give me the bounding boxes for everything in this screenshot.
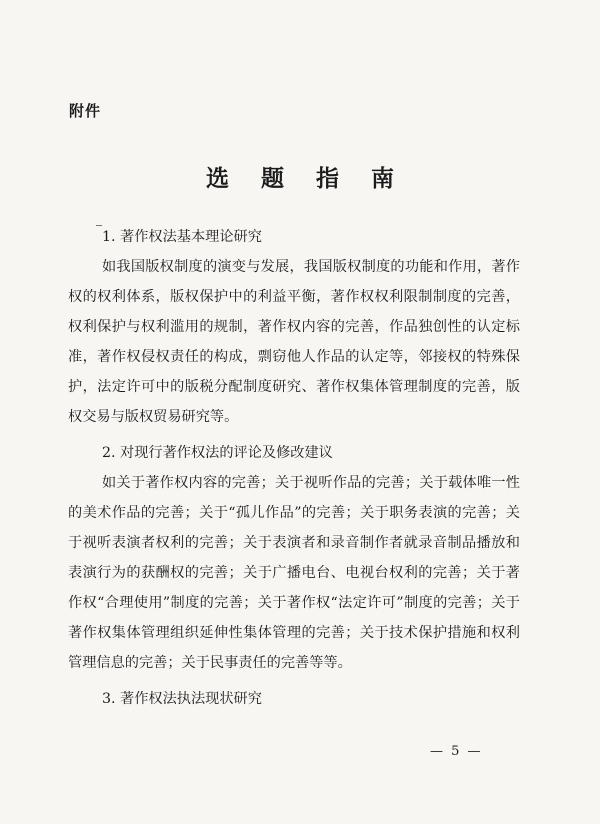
document-body xyxy=(68,222,520,714)
page-number: — 5 — xyxy=(430,744,483,759)
attachment-label: 附件 xyxy=(69,102,102,120)
section-heading-3: 3. 著作权法执法现状研究 xyxy=(102,691,262,707)
section-body-1: 如我国版权制度的演变与发展，我国版权制度的功能和作用，著作权的权利体系，版权保护中的利益平衡，著作权权利限制制度的完善，权利保护与权利滥用的规制，著作权内容的完善，作品独创性的认定标准，著作权侵权责任的构成，剽窃他人作品的认定等，邻接权的特殊保护，法定许可中的版税分配制度研究、著作权集体管理制度的完善，版权交易与版权贸易研究等。 xyxy=(68,259,520,425)
section-heading-2: 2. 对现行著作权法的评论及修改建议 xyxy=(102,445,333,461)
section-body-2: 如关于著作权内容的完善；关于视听作品的完善；关于载体唯一性的美术作品的完善；关于“孤儿作品”的完善；关于职务表演的完善；关于视听表演者权利的完善；关于表演者和录音制作者就录音制品播放和表演行为的获酬权的完善；关于广播电台、电视台权利的完善；关于著作权“合理使用”制度的完善；关于著作权“法定许可”制度的完善；关于著作权集体管理组织延伸性集体管理的完善；关于技术保护措施和权利管理信息的完善；关于民事责任的完善等等。 xyxy=(68,475,520,671)
section-heading-1: 1. 著作权法基本理论研究 xyxy=(102,229,262,245)
page-title: 选 题 指 南 xyxy=(205,165,407,192)
